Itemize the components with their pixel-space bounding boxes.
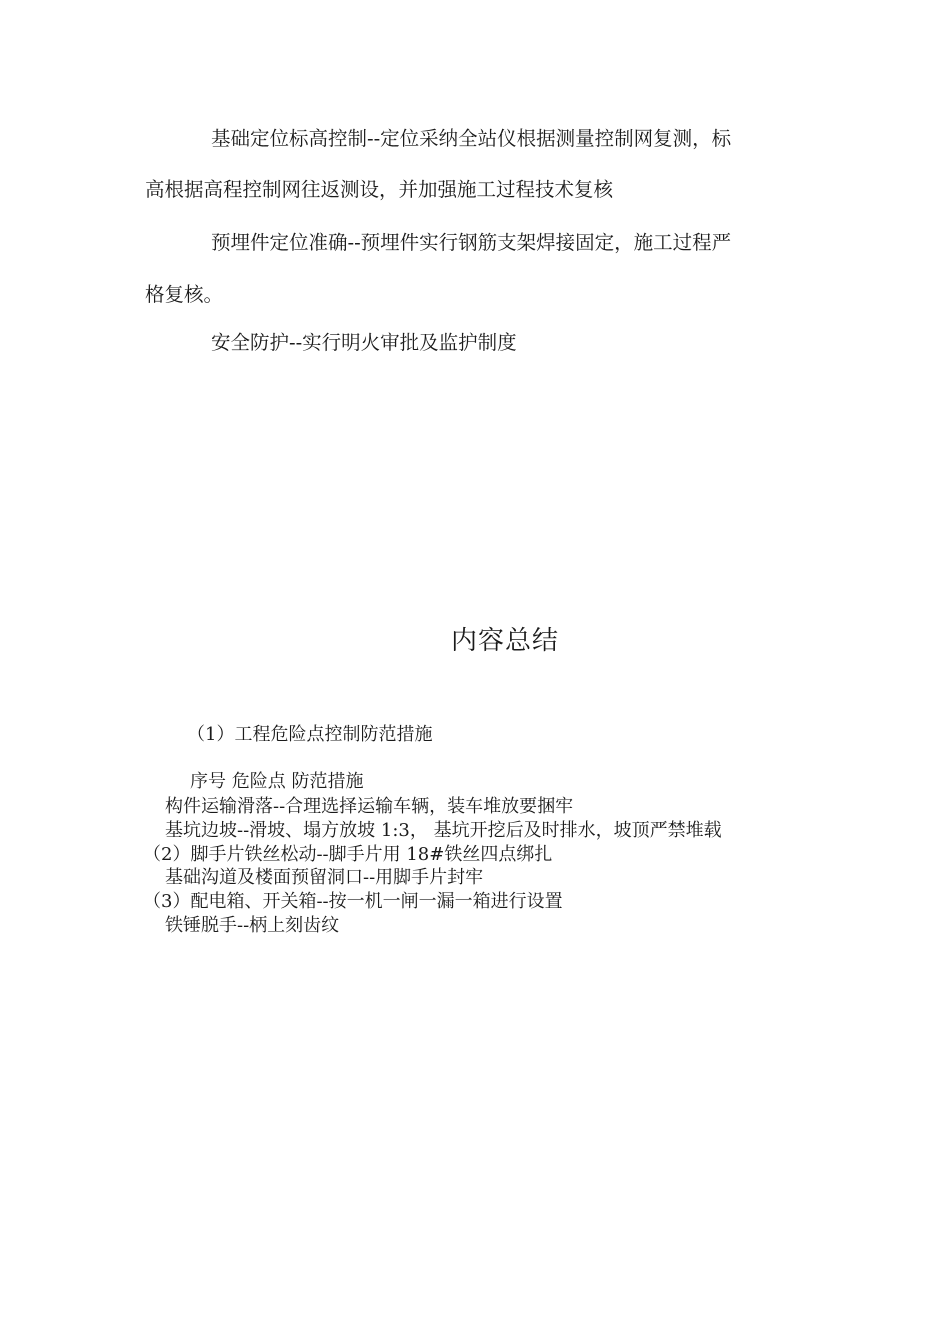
paragraph-2-line-2: 格复核。 — [145, 283, 224, 306]
section-heading: （1）工程危险点控制防范措施 — [187, 724, 433, 745]
list-item: 基础沟道及楼面预留洞口--用脚手片封牢 — [165, 867, 484, 888]
table-header-line: 序号 危险点 防范措施 — [190, 771, 364, 792]
paragraph-1-line-2: 高根据高程控制网往返测设，并加强施工过程技术复核 — [145, 178, 614, 201]
list-item: 基坑边坡--滑坡、塌方放坡 1:3， 基坑开挖后及时排水，坡顶严禁堆载 — [165, 820, 722, 841]
list-item: 构件运输滑落--合理选择运输车辆，装车堆放要捆牢 — [165, 796, 574, 817]
list-item: 铁锤脱手--柄上刻齿纹 — [165, 915, 340, 936]
paragraph-1-line-1: 基础定位标高控制--定位采纳全站仪根据测量控制网复测，标 — [211, 127, 732, 150]
paragraph-2-line-1: 预埋件定位准确--预埋件实行钢筋支架焊接固定，施工过程严 — [211, 231, 732, 254]
summary-title: 内容总结 — [450, 626, 559, 656]
list-item: （3）配电箱、开关箱--按一机一闸一漏一箱进行设置 — [143, 891, 563, 912]
list-item: （2）脚手片铁丝松动--脚手片用 18#铁丝四点绑扎 — [143, 844, 553, 865]
paragraph-3-line-1: 安全防护--实行明火审批及监护制度 — [211, 331, 517, 354]
